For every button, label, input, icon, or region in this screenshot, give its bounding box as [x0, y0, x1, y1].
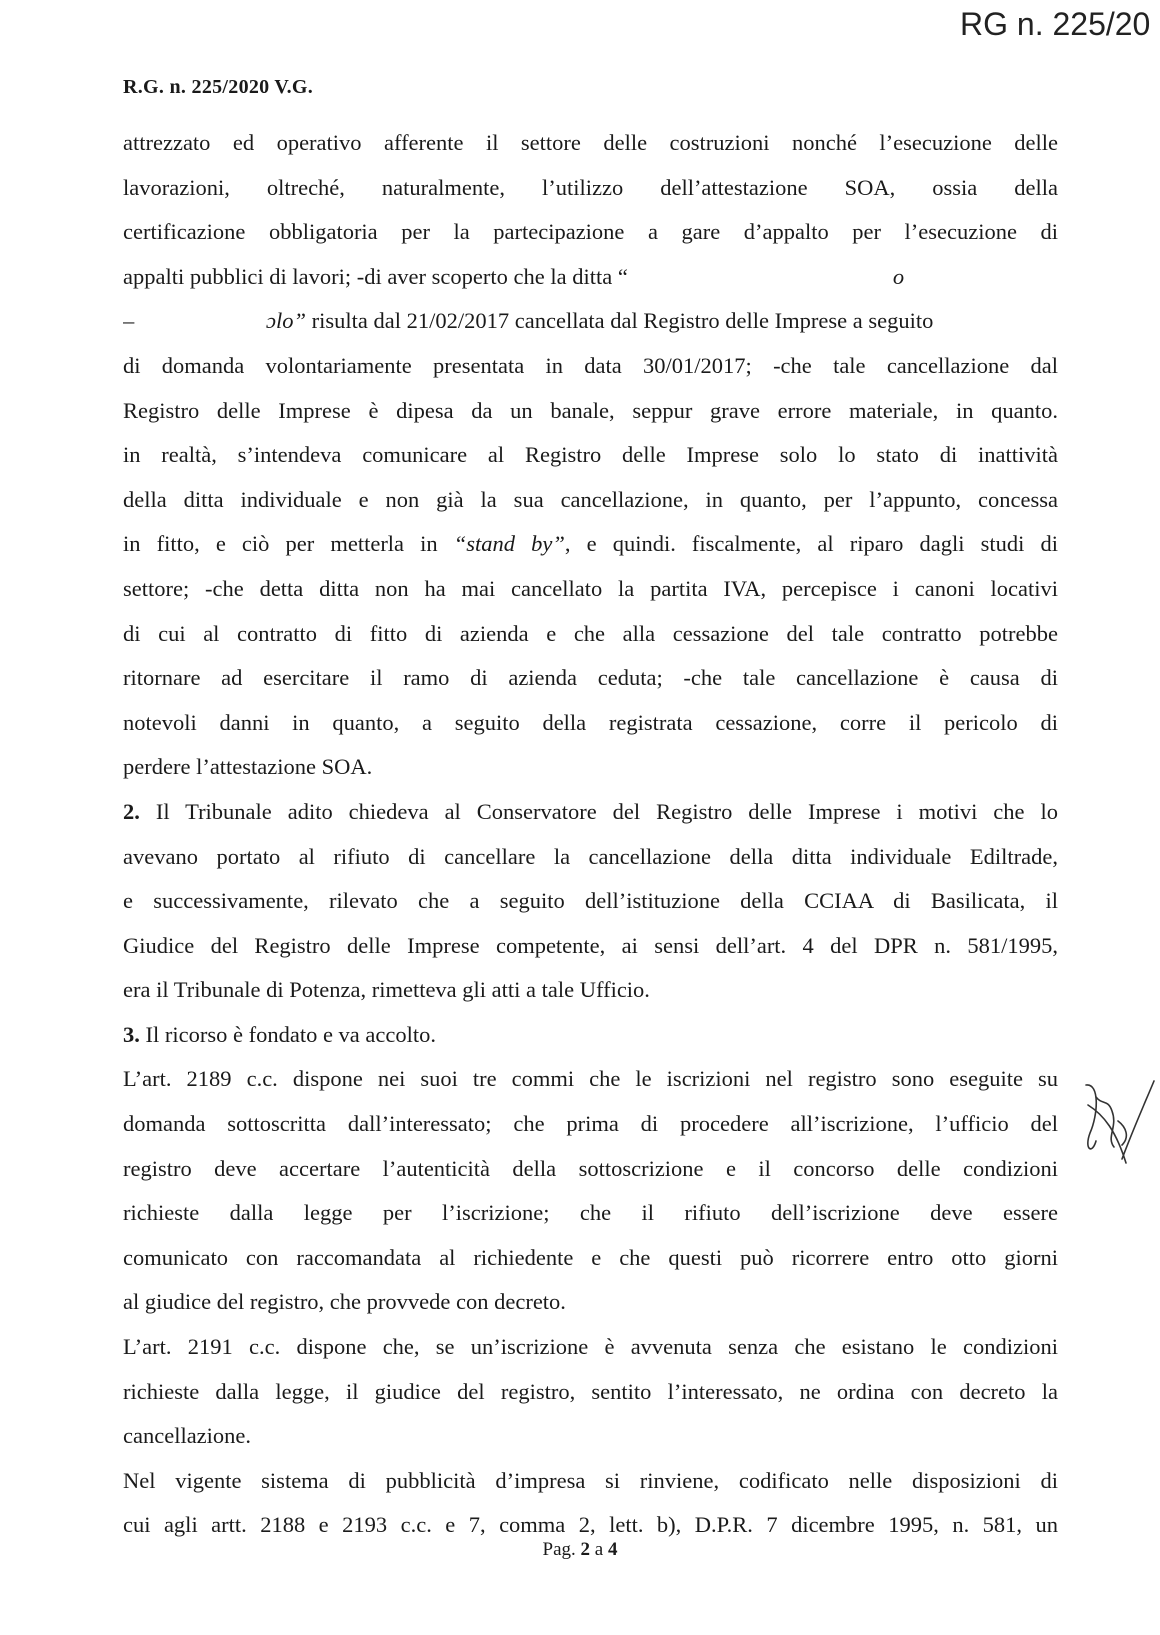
text-line: della ditta individuale e non già la sua cancellazione, in quanto, per l’appunto, concessa [123, 486, 1058, 512]
text-line [123, 790, 1058, 835]
text-line: perdere l’attestazione SOA. [123, 754, 373, 780]
line-segment: Il Tribunale adito chiedeva al Conservatore del Registro delle Imprese i motivi che lo [139, 798, 1058, 824]
paragraph-number: 3. [123, 1021, 140, 1047]
text-line: Nel vigente sistema di pubblicità d’impresa si rinviene, codificato nelle disposizioni di [123, 1467, 1058, 1493]
text-line: L’art. 2189 c.c. dispone nei suoi tre commi che le iscrizioni nel registro sono eseguite su [123, 1066, 1058, 1092]
case-stamp: RG n. 225/20 [960, 6, 1151, 42]
line-segment: – [123, 308, 135, 334]
line-segment: in fitto, e ciò per metterla in [123, 531, 454, 557]
page-label: Pag. [542, 1539, 581, 1560]
text-line: avevano portato al rifiuto di cancellare la cancellazione della ditta individuale Ediltrade, [123, 843, 1058, 869]
text-line: richieste dalla legge per l’iscrizione; che il rifiuto dell’iscrizione deve essere [123, 1200, 1058, 1226]
page-separator: a [590, 1539, 608, 1560]
text-line: certificazione obbligatoria per la partecipazione a gare d’appalto per l’esecuzione di [123, 219, 1058, 245]
text-line [123, 1013, 1058, 1058]
text-line: comunicato con raccomandata al richiedente e che questi può ricorrere entro otto giorni [123, 1244, 1058, 1270]
text-line: registro deve accertare l’autenticità della sottoscrizione e il concorso delle condizioni [123, 1155, 1058, 1181]
text-line: attrezzato ed operativo afferente il settore delle costruzioni nonché l’esecuzione delle [123, 130, 1058, 155]
line-segment: , e quindi. fiscalmente, al riparo dagli studi di [564, 531, 1058, 557]
line-segment: risulta dal 21/02/2017 cancellata dal Registro delle Imprese a seguito [306, 308, 934, 334]
text-line [123, 299, 1058, 344]
line-segment: appalti pubblici di lavori; -di aver scoperto che la ditta “ [123, 263, 628, 289]
text-line: ritornare ad esercitare il ramo di azienda ceduta; -che tale cancellazione è causa di [123, 665, 1058, 691]
text-line: cancellazione. [123, 1423, 252, 1449]
text-line: notevoli danni in quanto, a seguito della registrata cessazione, corre il pericolo di [123, 709, 1058, 735]
current-page: 2 [580, 1539, 591, 1560]
page-footer [0, 1539, 1160, 1561]
document-body [123, 121, 1058, 1548]
handwritten-signature [1082, 1075, 1156, 1175]
text-line: L’art. 2191 c.c. dispone che, se un’iscrizione è avvenuta senza che esistano le condizioni [123, 1334, 1058, 1360]
text-line: era il Tribunale di Potenza, rimetteva gli atti a tale Ufficio. [123, 977, 650, 1003]
quoted-phrase: “stand by” [453, 531, 565, 557]
text-line: al giudice del registro, che provvede con decreto. [123, 1289, 566, 1315]
text-line: domanda sottoscritta dall’interessato; che prima di procedere all’iscrizione, l’ufficio del [123, 1111, 1058, 1137]
text-line: richieste dalla legge, il giudice del registro, sentito l’interessato, ne ordina con decreto la [123, 1378, 1058, 1404]
text-line: lavorazioni, oltreché, naturalmente, l’utilizzo dell’attestazione SOA, ossia della [123, 174, 1058, 200]
case-reference: R.G. n. 225/2020 V.G. [123, 76, 314, 98]
paragraph-number: 2. [123, 798, 140, 824]
text-line [123, 522, 1058, 567]
text-line: cui agli artt. 2188 e 2193 c.c. e 7, comma 2, lett. b), D.P.R. 7 dicembre 1995, n. 581, un [123, 1512, 1058, 1538]
text-line [123, 255, 1058, 300]
line-segment: Il ricorso è fondato e va accolto. [139, 1021, 437, 1047]
text-line: in realtà, s’intendeva comunicare al Registro delle Imprese solo lo stato di inattività [123, 442, 1058, 468]
line-segment: o [892, 263, 905, 289]
text-line: di domanda volontariamente presentata in data 30/01/2017; -che tale cancellazione dal [123, 352, 1058, 378]
total-pages: 4 [607, 1539, 618, 1560]
text-line: di cui al contratto di fitto di azienda e che alla cessazione del tale contratto potrebbe [123, 620, 1058, 646]
redacted-name-tail: ɔlo” [266, 308, 307, 334]
text-line: Giudice del Registro delle Imprese competente, ai sensi dell’art. 4 del DPR n. 581/1995, [123, 932, 1058, 958]
text-line: Registro delle Imprese è dipesa da un banale, seppur grave errore materiale, in quanto. [123, 397, 1058, 423]
text-line: e successivamente, rilevato che a seguito dell’istituzione della CCIAA di Basilicata, il [123, 888, 1058, 914]
text-line: settore; -che detta ditta non ha mai cancellato la partita IVA, percepisce i canoni locativi [123, 575, 1058, 601]
